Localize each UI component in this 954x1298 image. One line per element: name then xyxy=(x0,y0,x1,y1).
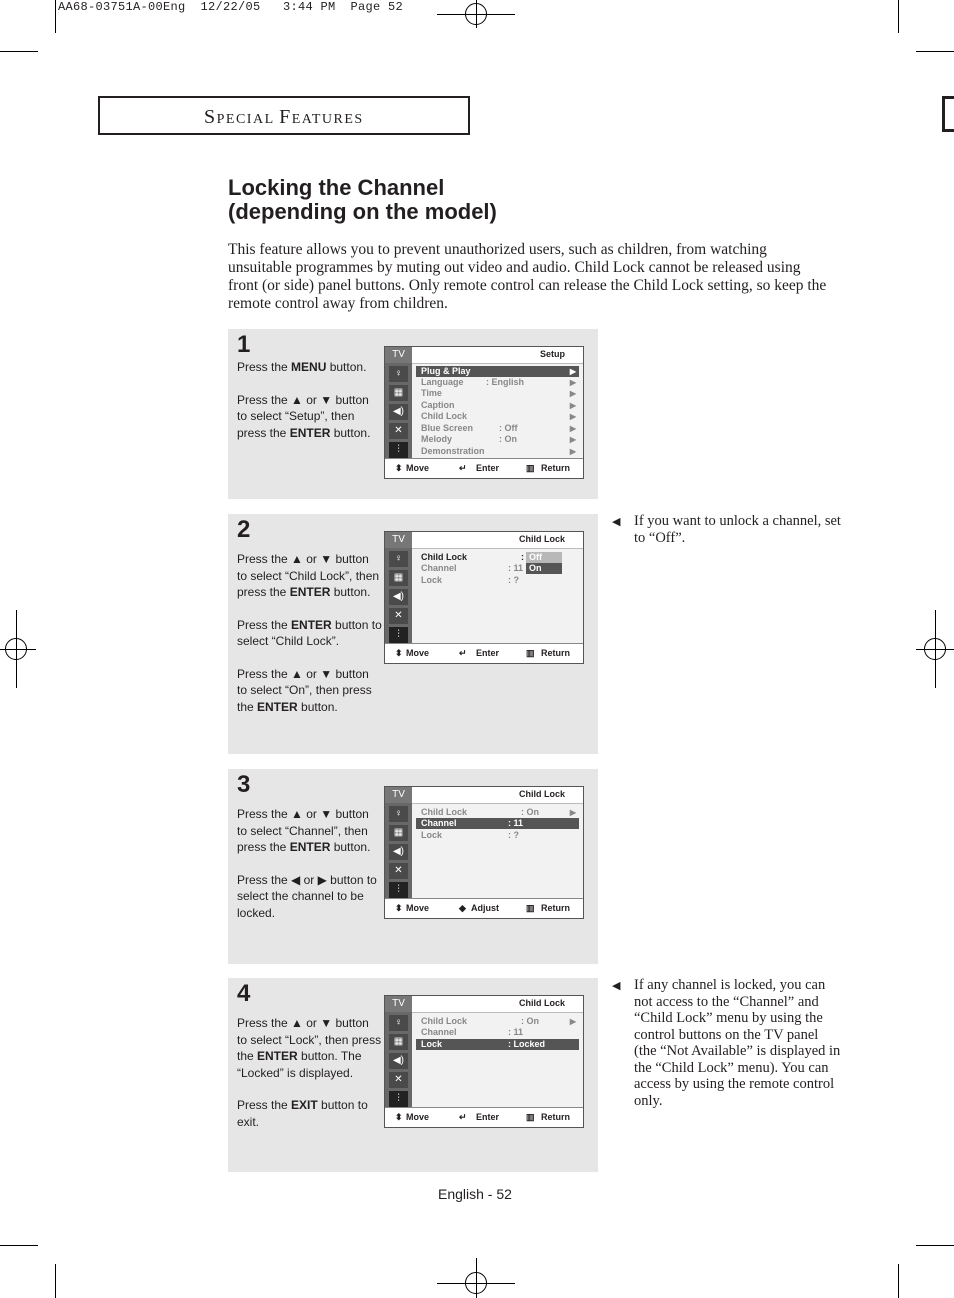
osd-footer: ⬍ Move ↵ Enter ▥ Return xyxy=(385,643,583,663)
move-icon: ⬍ xyxy=(395,463,403,473)
osd-menu xyxy=(412,549,583,644)
step-instructions: Press the ▲ or ▼ button to select “Lock”, then press the ENTER button. The “Locked” is displayed. Press the EXIT button to exit. xyxy=(237,1016,382,1129)
channel-icon: ▦ xyxy=(389,570,408,586)
step-instructions: Press the ▲ or ▼ button to select “Child Lock”, then press the ENTER button. Press the ENTER button to select “Child Lock”. Press the ▲ or ▼ button to select “On”, then press the ENTER button. xyxy=(237,552,382,714)
move-icon: ⬍ xyxy=(395,648,403,658)
sound-icon: ◀) xyxy=(389,589,408,605)
step-instructions: Press the MENU button. Press the ▲ or ▼ button to select “Setup”, then press the ENTER button. xyxy=(237,360,371,440)
return-icon: ▥ xyxy=(526,903,535,913)
crop-mark xyxy=(916,51,954,52)
osd-header: Setup xyxy=(412,347,583,364)
picture-icon: ♀ xyxy=(389,366,408,382)
satellite-icon: ✕ xyxy=(389,608,408,624)
picture-icon: ♀ xyxy=(389,1015,408,1031)
return-icon: ▥ xyxy=(526,463,535,473)
tv-osd-screen xyxy=(384,346,584,479)
osd-header: Child Lock xyxy=(412,532,583,549)
step-2-panel xyxy=(228,514,598,754)
channel-icon: ▦ xyxy=(389,825,408,841)
tv-osd-screen xyxy=(384,786,584,919)
option-on: On xyxy=(526,563,562,574)
menu-item: Plug & Play ▶ xyxy=(416,366,579,377)
enter-icon: ↵ xyxy=(459,1112,467,1122)
satellite-icon: ✕ xyxy=(389,863,408,879)
channel-icon: ▦ xyxy=(389,385,408,401)
crop-mark xyxy=(916,1245,954,1246)
satellite-icon: ✕ xyxy=(389,1072,408,1088)
note-arrow-icon: ◀ xyxy=(612,516,621,528)
setup-icon: ⫶ xyxy=(389,882,408,898)
section-header-box xyxy=(98,96,470,135)
menu-item: Child Lock : On ▶ xyxy=(421,807,576,817)
osd-footer: ⬍ Move ↵ Enter ▥ Return xyxy=(385,1107,583,1127)
satellite-icon: ✕ xyxy=(389,423,408,439)
step-number: 1 xyxy=(237,331,251,358)
chapter-tab xyxy=(942,96,954,132)
menu-item: Caption ▶ xyxy=(421,400,576,410)
enter-icon: ↵ xyxy=(459,648,467,658)
menu-item: Channel : 11 xyxy=(421,563,524,573)
osd-tv-label: TV xyxy=(385,996,412,1012)
option-off: Off xyxy=(526,552,562,563)
setup-icon: ⫶ xyxy=(389,1091,408,1107)
move-icon: ⬍ xyxy=(395,903,403,913)
tv-osd-screen xyxy=(384,995,584,1128)
adjust-icon: ◆ xyxy=(459,903,466,913)
osd-tv-label: TV xyxy=(385,532,412,548)
osd-menu xyxy=(412,364,583,459)
setup-icon: ⫶ xyxy=(389,442,408,458)
osd-header: Child Lock xyxy=(412,996,583,1013)
tv-osd-screen xyxy=(384,531,584,664)
step-number: 3 xyxy=(237,771,251,798)
setup-icon: ⫶ xyxy=(389,627,408,643)
step-number: 2 xyxy=(237,516,251,543)
print-slug: AA68-03751A-00Eng 12/22/05 3:44 PM Page 52 xyxy=(58,0,404,14)
osd-footer: ⬍ Move ↵ Enter ▥ Return xyxy=(385,458,583,478)
picture-icon: ♀ xyxy=(389,551,408,567)
page-title: Locking the Channel (depending on the model) xyxy=(228,175,497,224)
osd-tv-label: TV xyxy=(385,347,412,363)
section-title: SPECIAL FEATURES xyxy=(204,106,364,128)
menu-item: Lock : ? xyxy=(421,575,519,585)
move-icon: ⬍ xyxy=(395,1112,403,1122)
menu-item: Time ▶ xyxy=(421,388,576,398)
channel-icon: ▦ xyxy=(389,1034,408,1050)
step-number: 4 xyxy=(237,980,251,1007)
sound-icon: ◀) xyxy=(389,404,408,420)
step-3-panel xyxy=(228,769,598,964)
osd-footer: ⬍ Move ◆ Adjust ▥ Return xyxy=(385,898,583,918)
menu-item: Child Lock : On ▶ xyxy=(421,1016,576,1026)
crop-mark xyxy=(55,1264,56,1298)
step-4-panel xyxy=(228,978,598,1172)
page-number: English - 52 xyxy=(438,1186,512,1202)
sound-icon: ◀) xyxy=(389,844,408,860)
crop-mark xyxy=(898,1264,899,1298)
step-instructions: Press the ▲ or ▼ button to select “Channel”, then press the ENTER button. Press the ◀ or ▶ button to select the channel to be locked. xyxy=(237,807,377,920)
menu-item: Channel : 11 xyxy=(421,1027,524,1037)
menu-item: Language : English ▶ xyxy=(421,377,576,387)
osd-menu xyxy=(412,1013,583,1108)
note-arrow-icon: ◀ xyxy=(612,980,621,992)
menu-item: Channel : 11 xyxy=(416,818,579,829)
crop-mark xyxy=(55,0,56,33)
menu-item: Demonstration ▶ xyxy=(421,446,576,456)
picture-icon: ♀ xyxy=(389,806,408,822)
note-locked-channel: If any channel is locked, you can not access to the “Channel” and “Child Lock” menu by using the control buttons on the TV panel (the “Not Available” is displayed in the “Child Lock” menu). You can access by using the remote control only. xyxy=(634,977,841,1109)
osd-header: Child Lock xyxy=(412,787,583,804)
menu-item: Lock : ? xyxy=(421,830,519,840)
menu-item: Child Lock : xyxy=(421,552,524,562)
note-unlock: If you want to unlock a channel, set to “Off”. xyxy=(634,513,841,546)
step-1-panel xyxy=(228,329,598,499)
menu-item: Child Lock ▶ xyxy=(421,411,576,421)
menu-item: Melody : On ▶ xyxy=(421,434,576,444)
return-icon: ▥ xyxy=(526,1112,535,1122)
return-icon: ▥ xyxy=(526,648,535,658)
crop-mark xyxy=(0,1245,38,1246)
menu-item: Lock : Locked xyxy=(416,1039,579,1050)
crop-mark xyxy=(898,0,899,33)
intro-paragraph: This feature allows you to prevent unauthorized users, such as children, from watching unsuitable programmes by muting out video and audio. Child Lock cannot be released using front (or side) panel buttons. Only remote control can release the Child Lock setting, so keep the remote control away from children. xyxy=(228,241,827,312)
menu-item: Blue Screen : Off ▶ xyxy=(421,423,576,433)
enter-icon: ↵ xyxy=(459,463,467,473)
osd-menu xyxy=(412,804,583,899)
sound-icon: ◀) xyxy=(389,1053,408,1069)
osd-tv-label: TV xyxy=(385,787,412,803)
crop-mark xyxy=(0,51,38,52)
